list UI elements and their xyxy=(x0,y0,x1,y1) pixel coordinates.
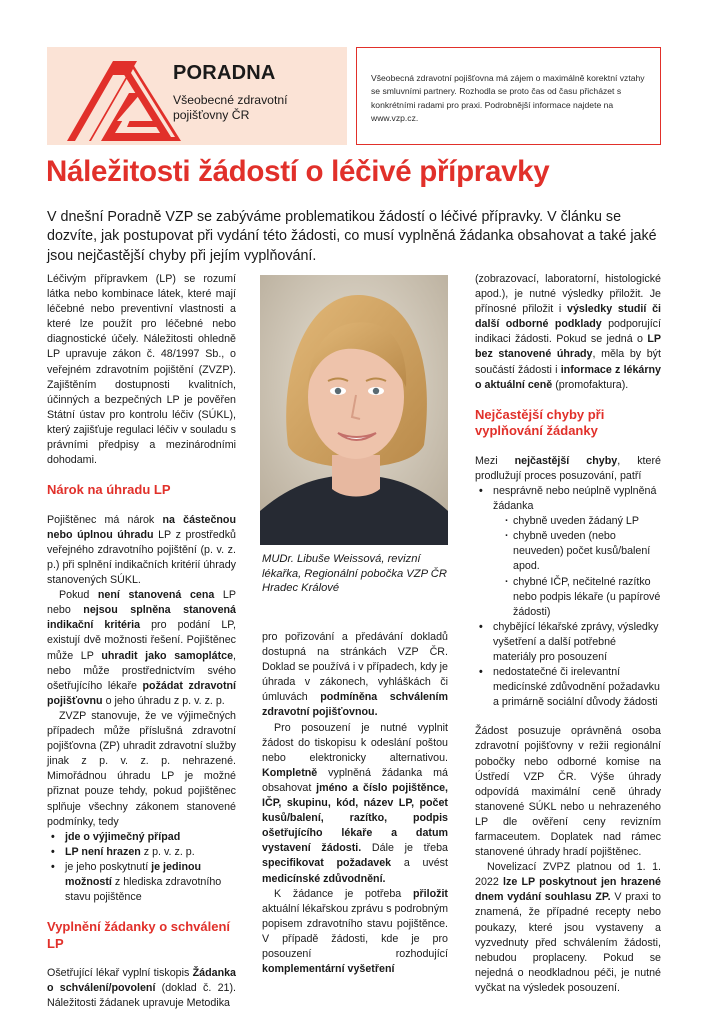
portrait-image xyxy=(260,275,448,545)
errors-list xyxy=(475,484,661,710)
list-item: • LP není hrazen z p. v. z. p. xyxy=(65,845,236,860)
list-item: • je jeho poskytnutí je jedinou možností z hlediska zdravotního stavu pojištěnce xyxy=(65,860,236,905)
paragraph: Mezi nejčastější chyby, které prodlužují proces posuzování, patří xyxy=(475,454,661,482)
vzp-logo-icon xyxy=(61,55,187,141)
section-heading-narok: Nárok na úhradu LP xyxy=(47,482,171,498)
photo-caption: MUDr. Libuše Weissová, revizní lékařka, Regionální pobočka VZP ČR Hradec Králové xyxy=(262,553,447,594)
sub-list xyxy=(493,514,661,620)
conditions-list xyxy=(47,830,236,905)
column-middle xyxy=(262,630,448,977)
info-box: Všeobecná zdravotní pojišťovna má zájem o maximálně korektní vztahy se smluvními partnery. Rozhodla se proto čas od času přicházet s konkrétními radami pro praxi. Podrobnější informace najdete na www.vzp.cz. xyxy=(356,47,661,145)
sub-list-item: · chybné IČP, nečitelné razítko nebo podpis lékaře (u papírové žádosti) xyxy=(513,575,661,620)
list-item: • chybějící lékařské zprávy, výsledky vyšetření a další potřebné materiály pro posouzení xyxy=(493,620,661,665)
paragraph: pro pořizování a předávání dokladů dostupná na stránkách VZP ČR. Doklad se používá i v případech, kdy je úhrada v zákonech, vyhláškách či úmluvách podmíněna schválením zdravotní pojišťovnou. xyxy=(262,631,448,719)
intro-paragraph: Léčivým přípravkem (LP) se rozumí látka nebo kombinace látek, které mají léčebné nebo preventivní vlastnosti a které lze použít pro léčebné nebo diagnostické účely. Náležitosti ohledně LP upravuje zákon č. 48/1997 Sb., o veřejném zdravotním pojištění (ZVZP). Zajištěním dostupnosti kvalitních, účinných a bezpečných LP je pověřen Státní ústav pro kontrolu léčiv (SÚKL), který zajišťuje regulaci léčiv v souladu s právními předpisy a mezinárodními dohodami. xyxy=(47,273,236,467)
section-heading-chyby: Nejčastější chyby při vyplňování žádanky xyxy=(475,406,605,439)
paragraph: Ošetřující lékař vyplní tiskopis Žádanka o schválení/povolení (doklad č. 21). Náležitosti žádanek upravuje Metodika xyxy=(47,967,236,1010)
article-lead: V dnešní Poradně VZP se zabýváme problematikou žádostí o léčivé přípravky. V článku se dozvíte, jak postupovat při vydání této žádosti, co musí vyplněná žádanka obsahovat a také jaké jsou nejčastější chyby při jejím vyplňování. xyxy=(47,209,657,264)
sub-list-item: · chybně uveden (nebo neuveden) počet kusů/balení apod. xyxy=(513,529,661,574)
brand-subtitle: Všeobecné zdravotní pojišťovny ČR xyxy=(173,93,288,122)
author-photo xyxy=(260,275,448,545)
article-title: Náležitosti žádostí o léčivé přípravky xyxy=(46,155,550,188)
paragraph: Pokud není stanovená cena LP nebo nejsou splněna stanovená indikační kritéria pro podání LP, existují dvě možnosti řešení. Pojištěnec může LP uhradit jako samoplátce, nebo může prostřednictvím svého ošetřujícího lékaře požádat zdravotní pojišťovnu o jeho úhradu z p. v. z. p. xyxy=(47,589,237,707)
paragraph: (zobrazovací, laboratorní, histologické apod.), je nutné výsledky přiložit. Je přínosné přiložit i výsledky studií či další odborné podklady podporující indikaci žádosti. Pokud se jedná o LP bez stanovené úhrady, měla by být součástí žádosti i informace z lékárny o aktuální ceně (promofaktura). xyxy=(475,273,661,391)
paragraph: Novelizací ZVPZ platnou od 1. 1. 2022 lze LP poskytnout jen hrazené dnem vydání souhlasu ZP. V praxi to znamená, že případné recepty nebo poukazy, které jsou vystaveny a vyzvednuty před schválením žádosti, nebudou proplaceny. Pokud se nejedná o neodkladnou péči, je nutné vyčkat na výsledek posouzení. xyxy=(475,861,661,994)
sub-list-item: · chybně uveden žádaný LP xyxy=(513,514,661,529)
poradna-header xyxy=(47,47,347,145)
list-item: • nesprávně nebo neúplně vyplněná žádanka · chybně uveden žádaný LP · chybně uveden (nebo neuveden) počet kusů/balení apod. · chybné IČP, nečitelné razítko nebo podpis lékaře (u papírové žádosti) xyxy=(493,484,661,620)
list-item: • nedostatečné či irelevantní medicínské zdůvodnění požadavku a primárně sociální důvody žádosti xyxy=(493,665,661,710)
paragraph: Žádost posuzuje oprávněná osoba zdravotní pojišťovny v režii regionální pobočky nebo odborné komise na Ústředí VZP ČR. Výše úhrady odpovídá maximální ceně úhrady stanovené SÚKL nebo u nehrazeného LP dle ověření ceny revizním farmaceutem. Doplatek nad rámec stanovené úhrady hradí pojištěnec. xyxy=(475,725,661,859)
paragraph: Pro posouzení je nutné vyplnit žádost do tiskopisu k odeslání poštou nebo elektronicky alternativou. Kompletně vyplněná žádanka má obsahovat jméno a číslo pojištěnce, IČP, skupinu, kód, název LP, počet kusů/balení, razítko, podpis ošetřujícího lékaře a datum vystavení žádosti. Dále je třeba specifikovat požadavek a uvést medicínské zdůvodnění. xyxy=(262,721,448,885)
brand-title: PORADNA xyxy=(173,62,276,84)
paragraph: ZVZP stanovuje, že ve výjimečných případech může příslušná zdravotní pojišťovna (ZP) uhradit zdravotní služby jinak z p. v. z. p. nehrazené. Mimořádnou úhradu LP je možné přiznat pouze tehdy, pokud pojištěnec splňuje všechny zákonem stanovené podmínky, tedy xyxy=(47,709,236,828)
paragraph: Pojištěnec má nárok na částečnou nebo úplnou úhradu LP z prostředků veřejného zdravotního pojištění (p. v. z. p.) při splnění indikačních kritérií úhrady stanovených SÚKL. xyxy=(47,513,236,587)
column-left xyxy=(47,272,236,1011)
paragraph: K žádance je potřeba přiložit aktuální lékařskou zprávu s podrobným popisem zdravotního stavu pojištěnce. V případě žádosti, kde je pro posouzení rozhodující komplementární vyšetření xyxy=(262,887,448,976)
column-right xyxy=(475,272,661,996)
section-heading-vyplneni: Vyplnění žádanky o schválení LP xyxy=(47,919,231,951)
list-item: • jde o výjimečný případ xyxy=(65,830,236,845)
